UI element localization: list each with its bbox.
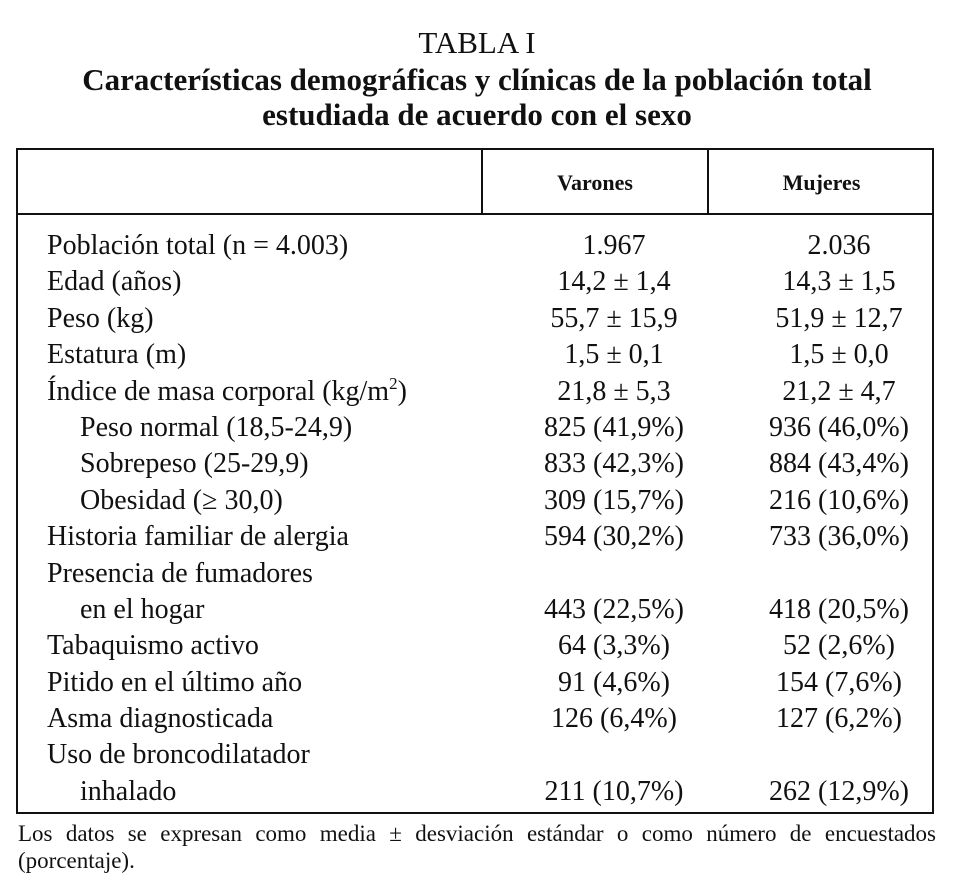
table-row	[16, 628, 934, 664]
value-varones: 309 (15,7%)	[544, 484, 684, 516]
row-label: Asma diagnosticada	[47, 703, 274, 735]
value-varones: 91 (4,6%)	[558, 666, 670, 698]
row-label: Estatura (m)	[47, 339, 187, 371]
value-varones: 443 (22,5%)	[544, 593, 684, 625]
value-varones: 1.967	[582, 230, 646, 261]
row-label: Población total (n = 4.003)	[47, 230, 349, 261]
table-row	[16, 374, 934, 410]
row-label: Pitido en el último año	[47, 666, 303, 698]
value-mujeres: 14,3 ± 1,5	[782, 266, 896, 298]
value-varones: 126 (6,4%)	[551, 703, 677, 735]
row-label: Edad (años)	[47, 266, 182, 298]
value-varones: 21,8 ± 5,3	[557, 375, 671, 407]
value-varones: 14,2 ± 1,4	[557, 266, 671, 298]
value-mujeres: 51,9 ± 12,7	[775, 302, 903, 334]
value-mujeres: 2.036	[807, 230, 871, 261]
value-varones: 211 (10,7%)	[544, 775, 684, 807]
value-mujeres: 262 (12,9%)	[769, 775, 909, 807]
row-label: Sobrepeso (25-29,9)	[80, 448, 309, 480]
table-footnote: Los datos se expresan como media ± desviación estándar o como número de encuestados (porcentaje).	[18, 821, 936, 873]
table-row	[16, 665, 934, 701]
table-row	[16, 301, 934, 337]
value-varones: 1,5 ± 0,1	[564, 339, 664, 371]
value-mujeres: 154 (7,6%)	[776, 666, 902, 698]
value-mujeres: 936 (46,0%)	[769, 411, 909, 443]
table-row	[16, 228, 934, 264]
table-row	[16, 701, 934, 737]
table-row	[16, 410, 934, 446]
superscript: 2	[389, 373, 398, 393]
row-label: Presencia de fumadores	[47, 557, 313, 589]
title-line-2: estudiada de acuerdo con el sexo	[262, 97, 692, 132]
table-row	[16, 337, 934, 373]
row-label: Obesidad (≥ 30,0)	[80, 484, 283, 516]
value-varones: 55,7 ± 15,9	[550, 302, 678, 334]
value-varones: 825 (41,9%)	[544, 411, 684, 443]
column-header-mujeres: Mujeres	[782, 170, 861, 195]
row-label: Índice de masa corporal $(kg/m^2)$	[47, 373, 407, 407]
row-label: Uso de broncodilatador	[47, 739, 310, 771]
table-row	[16, 556, 934, 592]
row-label: Peso (kg)	[47, 302, 154, 334]
table-row	[16, 446, 934, 482]
table-row	[16, 774, 934, 810]
table-body	[16, 228, 934, 810]
value-mujeres: 418 (20,5%)	[769, 593, 909, 625]
table-row	[16, 483, 934, 519]
value-mujeres: 1,5 ± 0,0	[789, 339, 889, 371]
value-varones: 64 (3,3%)	[558, 630, 670, 662]
value-mujeres: 733 (36,0%)	[769, 521, 909, 553]
value-mujeres: 21,2 ± 4,7	[782, 375, 896, 407]
value-mujeres: 216 (10,6%)	[769, 484, 909, 516]
row-label: en el hogar	[80, 593, 205, 625]
value-mujeres: 884 (43,4%)	[769, 448, 909, 480]
table-row	[16, 264, 934, 300]
value-varones: 833 (42,3%)	[544, 448, 684, 480]
title-line-1: Características demográficas y clínicas de la población total	[82, 62, 872, 97]
column-header-varones: Varones	[557, 170, 633, 195]
row-label: Tabaquismo activo	[47, 630, 259, 662]
row-label: inhalado	[80, 775, 177, 807]
value-varones: 594 (30,2%)	[544, 521, 684, 553]
table-title	[0, 62, 954, 132]
value-mujeres: 127 (6,2%)	[776, 703, 902, 735]
table-row	[16, 737, 934, 773]
row-label: Peso normal (18,5-24,9)	[80, 411, 353, 443]
table-row	[16, 519, 934, 555]
header-divider	[16, 213, 934, 215]
table-label: TABLA I	[418, 25, 536, 60]
table-row	[16, 592, 934, 628]
row-label: Historia familiar de alergia	[47, 521, 349, 553]
value-mujeres: 52 (2,6%)	[783, 630, 895, 662]
